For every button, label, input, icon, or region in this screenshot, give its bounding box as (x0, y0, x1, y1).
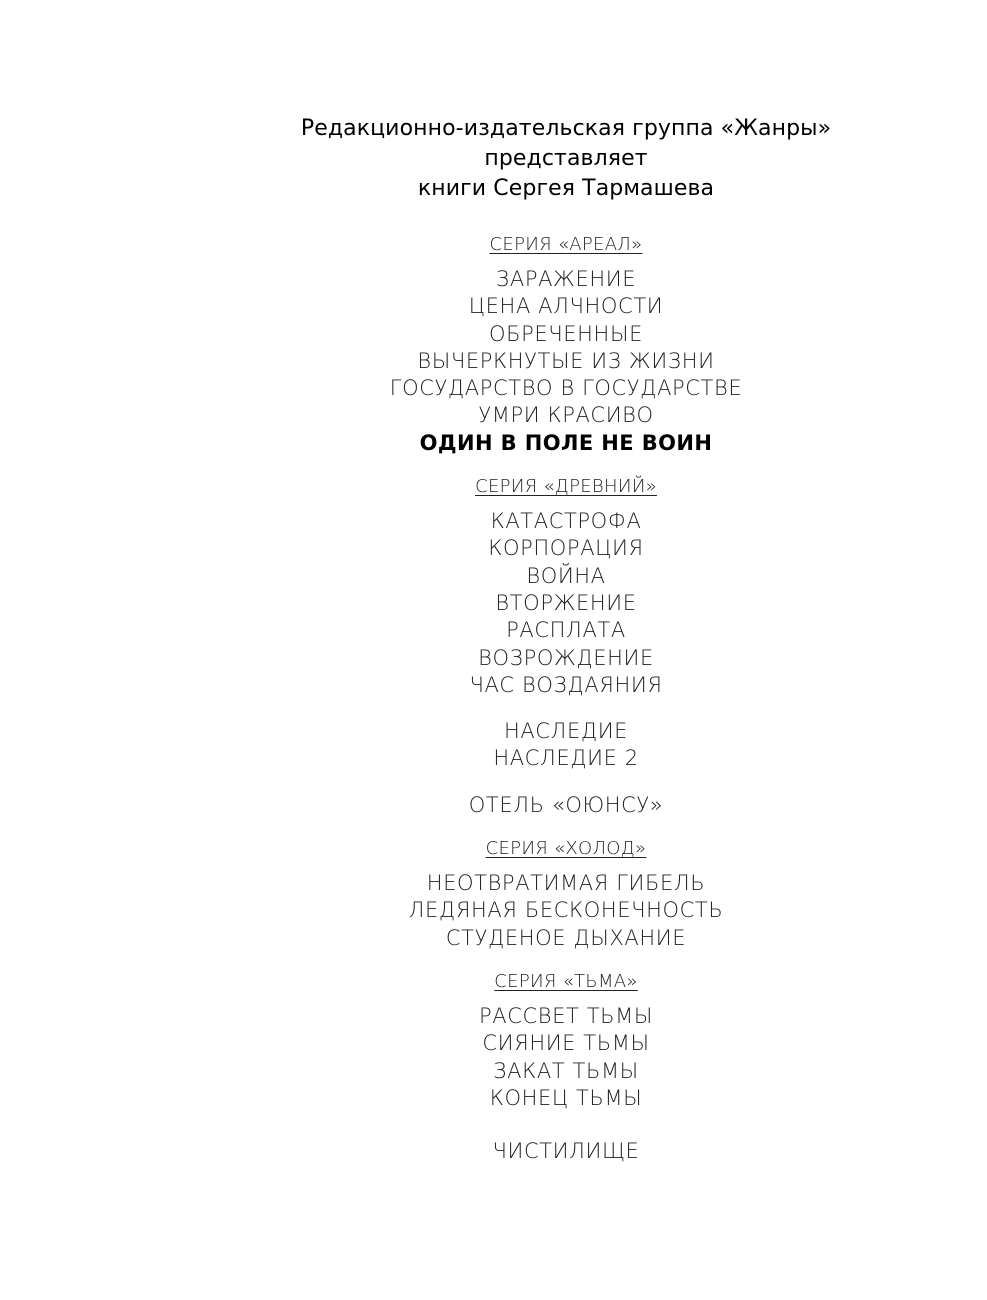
book-title: ЗАКАТ ТЬМЫ (493, 1058, 639, 1083)
book-title: СИЯНИЕ ТЬМЫ (482, 1031, 650, 1056)
book-title: НАСЛЕДИЕ 2 (493, 746, 639, 771)
book-title: УМРИ КРАСИВО (478, 403, 654, 428)
content-column (261, 114, 871, 1165)
book-title: КОРПОРАЦИЯ (488, 536, 644, 561)
series-label-holod: СЕРИЯ «ХОЛОД» (485, 838, 647, 860)
group-otel (261, 792, 871, 819)
book-title: КОНЕЦ ТЬМЫ (489, 1085, 643, 1110)
header-line-presents: представляет (484, 146, 648, 171)
book-title: ЧАС ВОЗДАЯНИЯ (469, 672, 663, 697)
book-title: КАТАСТРОФА (490, 509, 642, 534)
series-drevniy (261, 476, 871, 699)
series-tma (261, 971, 871, 1112)
book-title-highlighted: ОДИН В ПОЛЕ НЕ ВОИН (419, 430, 713, 455)
book-title: ВТОРЖЕНИЕ (495, 590, 637, 615)
series-label-tma: СЕРИЯ «ТЬМА» (494, 970, 638, 992)
book-title: ЛЕДЯНАЯ БЕСКОНЕЧНОСТЬ (408, 898, 724, 923)
book-title: РАСПЛАТА (506, 618, 626, 643)
series-label-areal: СЕРИЯ «АРЕАЛ» (489, 234, 643, 255)
book-title: ВОЙНА (526, 563, 606, 588)
book-title: ЧИСТИЛИЩЕ (492, 1139, 640, 1164)
book-title: ОБРЕЧЕННЫЕ (489, 321, 643, 346)
book-title: ГОСУДАРСТВО В ГОСУДАРСТВЕ (389, 376, 743, 401)
book-title: НЕОТВРАТИМАЯ ГИБЕЛЬ (426, 871, 706, 896)
book-title: ЗАРАЖЕНИЕ (495, 267, 637, 291)
publisher-header (261, 114, 871, 204)
group-chistilishche (261, 1138, 871, 1165)
book-title: ВЫЧЕРКНУТЫЕ ИЗ ЖИЗНИ (417, 348, 715, 373)
header-line-author: книги Сергея Тармашева (417, 176, 715, 201)
book-title: ЦЕНА АЛЧНОСТИ (468, 294, 664, 319)
book-title: ОТЕЛЬ «ОЮНСУ» (468, 792, 664, 817)
book-title: ВОЗРОЖДЕНИЕ (478, 645, 654, 670)
group-nasledie (261, 718, 871, 773)
book-title: СТУДЕНОЕ ДЫХАНИЕ (445, 925, 687, 950)
book-title: НАСЛЕДИЕ (503, 719, 629, 744)
book-title: РАССВЕТ ТЬМЫ (479, 1003, 653, 1028)
series-label-drevniy: СЕРИЯ «ДРЕВНИЙ» (475, 476, 657, 498)
header-line-publisher: Редакционно-издательская группа «Жанры» (300, 116, 832, 141)
series-areal (261, 234, 871, 457)
series-holod (261, 838, 871, 952)
